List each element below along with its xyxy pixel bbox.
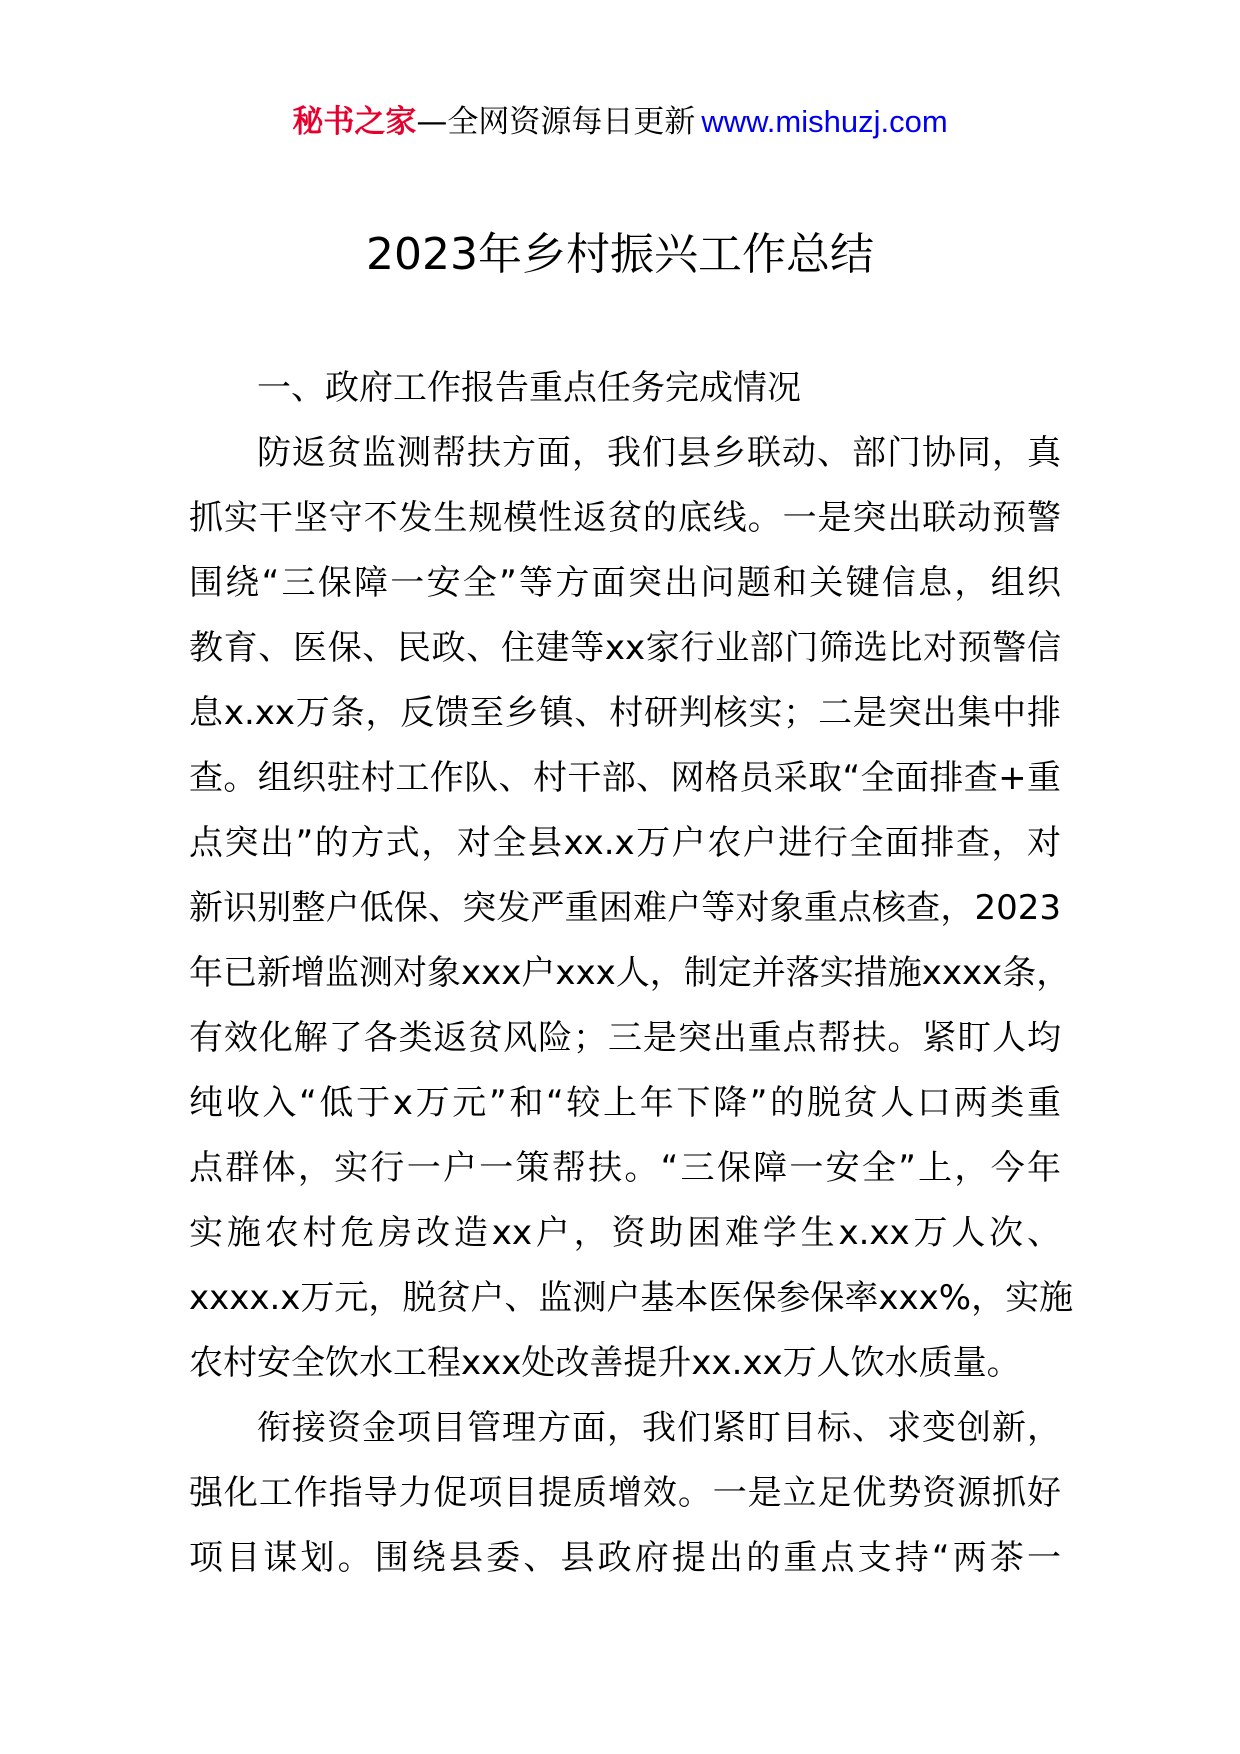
site-header: [0, 100, 1240, 144]
paragraph-line: 围绕“三保障一安全”等方面突出问题和关键信息，组织: [189, 563, 1061, 603]
document-body: [189, 356, 1074, 1591]
site-brand: 秘书之家: [292, 104, 417, 140]
section-heading: 一、政府工作报告重点任务完成情况: [257, 368, 801, 408]
paragraph-line: 年已新增监测对象xxx户xxx人，制定并落实措施xxxx条，: [189, 953, 1071, 993]
paragraph-line: 点群体，实行一户一策帮扶。“三保障一安全”上，今年: [189, 1148, 1061, 1188]
site-url[interactable]: www.mishuzj.com: [701, 104, 948, 139]
paragraph-line: 查。组织驻村工作队、村干部、网格员采取“全面排查+重: [189, 758, 1061, 798]
paragraph-line: 纯收入“低于x万元”和“较上年下降”的脱贫人口两类重: [189, 1083, 1061, 1123]
paragraph-line: 抓实干坚守不发生规模性返贫的底线。一是突出联动预警: [189, 498, 1061, 538]
document-title: 2023年乡村振兴工作总结: [366, 229, 874, 280]
paragraph-line: xxxx.x万元，脱贫户、监测户基本医保参保率xxx%，实施: [189, 1278, 1074, 1318]
site-tagline: —全网资源每日更新: [416, 104, 696, 140]
paragraph-line: 息x.xx万条，反馈至乡镇、村研判核实；二是突出集中排: [189, 693, 1061, 733]
paragraph-line: 有效化解了各类返贫风险；三是突出重点帮扶。紧盯人均: [189, 1018, 1061, 1058]
paragraph-line: 新识别整户低保、突发严重困难户等对象重点核查，2023: [189, 888, 1061, 928]
paragraph-line: 项目谋划。围绕县委、县政府提出的重点支持“两茶一: [189, 1538, 1061, 1578]
paragraph-line: 衔接资金项目管理方面，我们紧盯目标、求变创新，: [257, 1408, 1061, 1448]
paragraph-line: 实施农村危房改造xx户，资助困难学生x.xx万人次、: [189, 1213, 1061, 1253]
paragraph-line: 强化工作指导力促项目提质增效。一是立足优势资源抓好: [189, 1473, 1061, 1513]
paragraph-line: 农村安全饮水工程xxx处改善提升xx.xx万人饮水质量。: [189, 1343, 1021, 1383]
paragraph-line: 点突出”的方式，对全县xx.x万户农户进行全面排查，对: [189, 823, 1061, 863]
paragraph-line: 教育、医保、民政、住建等xx家行业部门筛选比对预警信: [189, 628, 1061, 668]
paragraph-line: 防返贫监测帮扶方面，我们县乡联动、部门协同，真: [257, 433, 1061, 473]
